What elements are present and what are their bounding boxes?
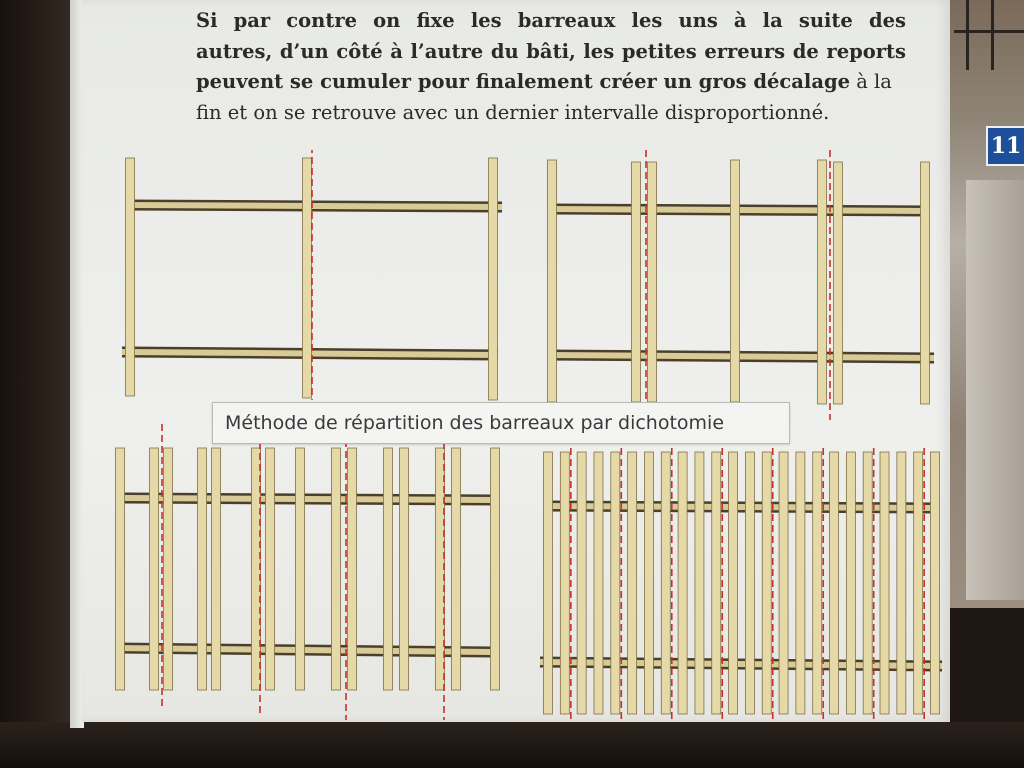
vertical-bar <box>252 448 261 690</box>
vertical-bar <box>628 452 637 714</box>
vertical-bar <box>834 162 843 404</box>
vertical-bar <box>332 448 341 690</box>
vertical-bar <box>731 160 740 402</box>
paragraph-line-3-bold: peuvent se cumuler pour finalement créer un gros décalage <box>196 70 851 93</box>
vertical-bar <box>296 448 305 690</box>
paragraph-line-3-rest: à la <box>850 70 892 93</box>
vertical-bar <box>729 452 738 714</box>
vertical-bar <box>577 452 586 714</box>
figure-caption: Méthode de répartition des barreaux par dichotomie <box>212 402 790 444</box>
vertical-bar <box>762 452 771 714</box>
vertical-bar <box>648 162 657 402</box>
vertical-bar <box>560 452 569 714</box>
vertical-bar <box>779 452 788 714</box>
vertical-bar <box>452 448 461 690</box>
vertical-bar <box>863 452 872 714</box>
horizontal-rail <box>548 355 934 358</box>
vertical-bar <box>813 452 822 714</box>
horizontal-rail <box>126 205 502 207</box>
vertical-bar <box>212 448 221 690</box>
vertical-bar <box>400 448 409 690</box>
diagram-step-2 <box>540 150 938 420</box>
vertical-bar <box>126 158 135 396</box>
paragraph-line-4: fin et on se retrouve avec un dernier intervalle disproportionné. <box>196 100 830 124</box>
gate-bar <box>991 0 994 70</box>
vertical-bar <box>611 452 620 714</box>
vertical-bar <box>489 158 498 400</box>
diagram-step-3 <box>110 420 505 722</box>
diagram-step-1 <box>118 150 510 402</box>
house-number-plate: 11 <box>986 126 1024 166</box>
body-paragraph <box>196 6 906 128</box>
gate-bar <box>966 0 969 70</box>
vertical-bar <box>594 452 603 714</box>
vertical-bar <box>116 448 125 690</box>
vertical-bar <box>880 452 889 714</box>
paragraph-line-1: Si par contre on fixe les barreaux les uns à la suite des <box>196 9 906 32</box>
vertical-bar <box>544 452 553 714</box>
vertical-bar <box>632 162 641 402</box>
horizontal-rail <box>554 209 928 211</box>
vertical-bar <box>164 448 173 690</box>
vertical-bar <box>644 452 653 714</box>
paragraph-line-2: autres, d’un côté à l’autre du bâti, les petites erreurs de reports <box>196 39 906 63</box>
vertical-bar <box>150 448 159 690</box>
vertical-bar <box>830 452 839 714</box>
vertical-bar <box>678 452 687 714</box>
horizontal-rail <box>546 506 938 508</box>
vertical-bar <box>661 452 670 714</box>
vertical-bar <box>266 448 275 690</box>
vertical-bar <box>796 452 805 714</box>
vertical-bar <box>897 452 906 714</box>
vertical-bar <box>548 160 557 402</box>
vertical-bar <box>914 452 923 714</box>
vertical-bar <box>491 448 500 690</box>
desk-surface-bottom <box>0 722 1024 768</box>
vertical-bar <box>846 452 855 714</box>
vertical-bar <box>348 448 357 690</box>
vertical-bar <box>921 162 930 404</box>
vertical-bar <box>931 452 940 714</box>
paragraph-line-3 <box>196 67 906 98</box>
vertical-bar <box>198 448 207 690</box>
vertical-bar <box>436 448 445 690</box>
vertical-bar <box>384 448 393 690</box>
vertical-bar <box>745 452 754 714</box>
vertical-bar <box>695 452 704 714</box>
vertical-bar <box>818 160 827 404</box>
vertical-bar <box>712 452 721 714</box>
desk-surface-left <box>0 0 80 768</box>
diagram-step-4 <box>538 440 946 722</box>
vertical-bar <box>303 158 312 398</box>
gate-rail <box>954 30 1024 33</box>
stone-pillar <box>966 180 1024 600</box>
